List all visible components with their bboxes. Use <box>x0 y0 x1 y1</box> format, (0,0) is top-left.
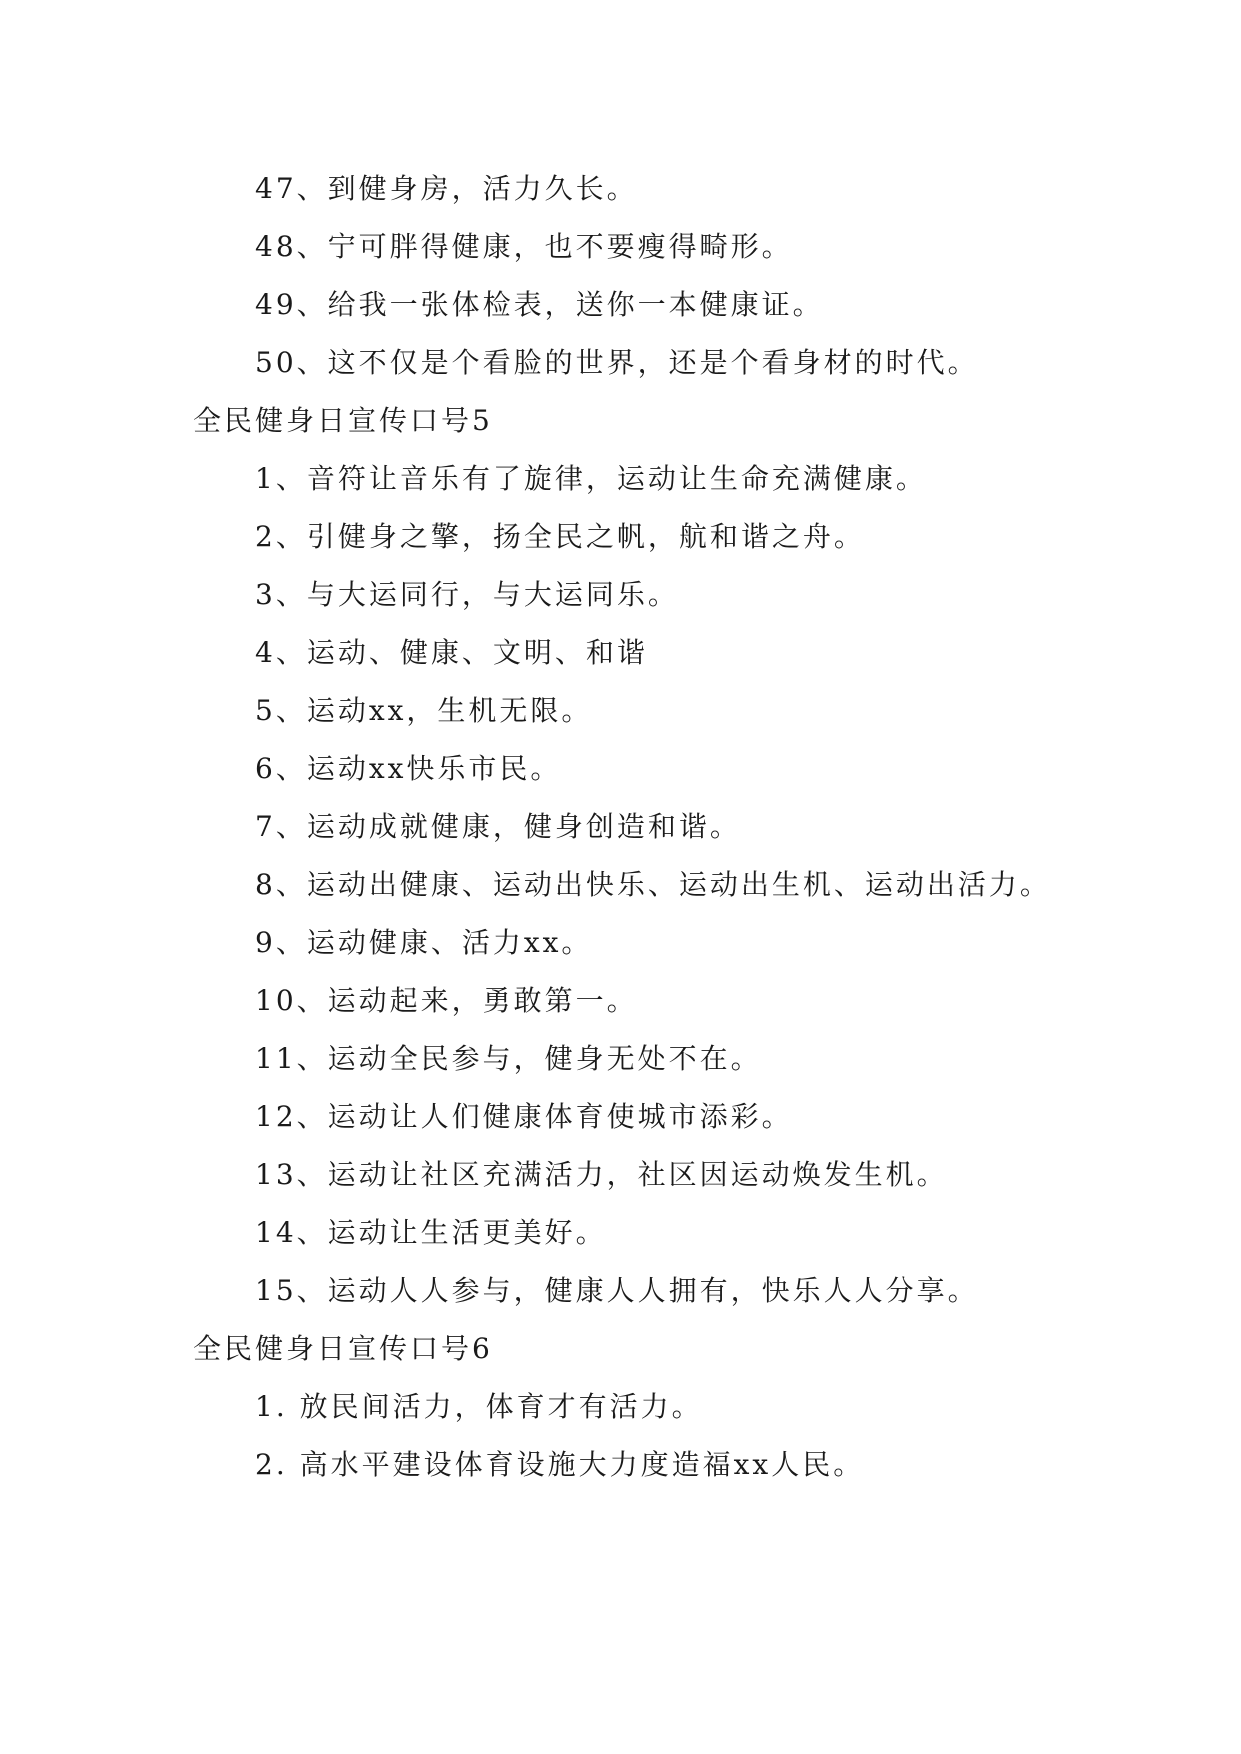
list-item: 6、运动xx快乐市民。 <box>255 752 562 785</box>
list-item: 48、宁可胖得健康，也不要瘦得畸形。 <box>255 230 793 263</box>
list-item: 3、与大运同行，与大运同乐。 <box>255 578 679 611</box>
section-heading: 全民健身日宣传口号5 <box>193 404 493 437</box>
list-item: 1、音符让音乐有了旋律，运动让生命充满健康。 <box>255 462 927 495</box>
list-item: 12、运动让人们健康体育使城市添彩。 <box>255 1100 793 1133</box>
document-body <box>193 160 1053 1494</box>
list-item: 2. 高水平建设体育设施大力度造福xx人民。 <box>255 1448 865 1481</box>
list-item: 7、运动成就健康，健身创造和谐。 <box>255 810 741 843</box>
list-item: 5、运动xx，生机无限。 <box>255 694 593 727</box>
list-item: 49、给我一张体检表，送你一本健康证。 <box>255 288 824 321</box>
list-item: 11、运动全民参与，健身无处不在。 <box>255 1042 762 1075</box>
list-item: 8、运动出健康、运动出快乐、运动出生机、运动出活力。 <box>255 868 1051 901</box>
list-item: 13、运动让社区充满活力，社区因运动焕发生机。 <box>255 1158 948 1191</box>
section-heading: 全民健身日宣传口号6 <box>193 1332 493 1365</box>
list-item: 10、运动起来，勇敢第一。 <box>255 984 638 1017</box>
list-item: 50、这不仅是个看脸的世界，还是个看身材的时代。 <box>255 346 979 379</box>
list-item: 47、到健身房，活力久长。 <box>255 172 638 205</box>
list-item: 14、运动让生活更美好。 <box>255 1216 607 1249</box>
list-item: 2、引健身之擎，扬全民之帆，航和谐之舟。 <box>255 520 865 553</box>
list-item: 1. 放民间活力，体育才有活力。 <box>255 1390 703 1423</box>
list-item: 9、运动健康、活力xx。 <box>255 926 593 959</box>
list-item: 15、运动人人参与，健康人人拥有，快乐人人分享。 <box>255 1274 979 1307</box>
list-item: 4、运动、健康、文明、和谐 <box>255 636 648 669</box>
